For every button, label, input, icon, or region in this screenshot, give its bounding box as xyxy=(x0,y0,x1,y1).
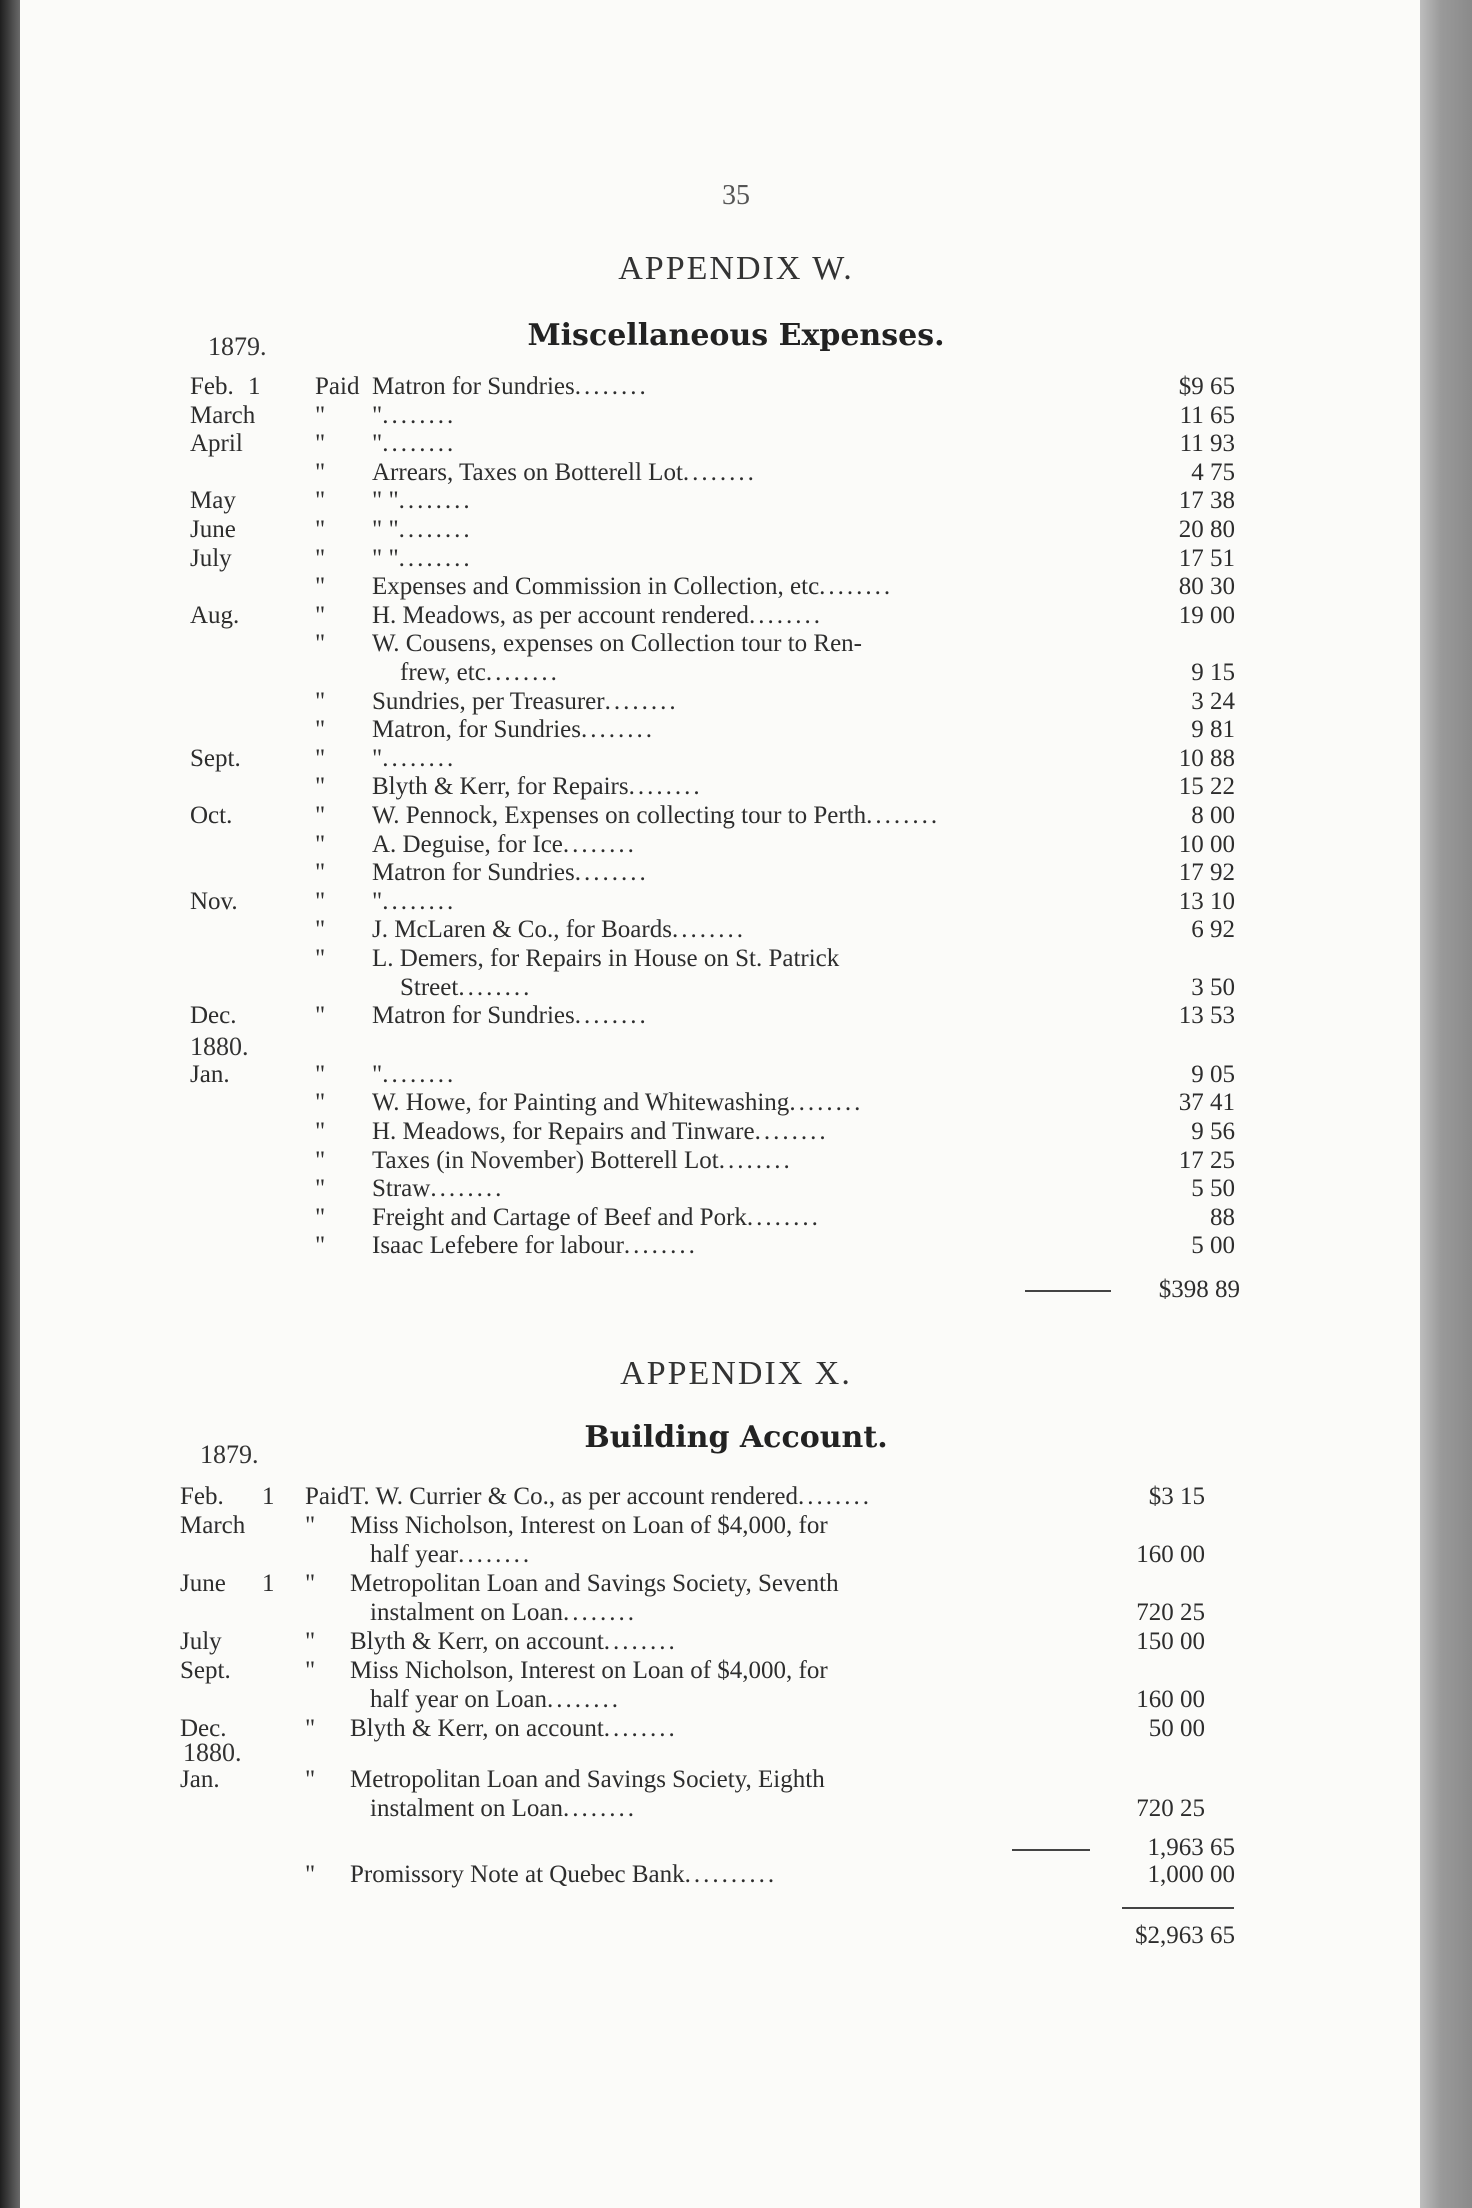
row-ditto: " xyxy=(305,1766,316,1793)
row-ditto: " xyxy=(315,1203,326,1231)
row-desc: Blyth & Kerr, for Repairs........ xyxy=(372,773,703,801)
row-month: May xyxy=(190,487,236,515)
row-amount: 20 80 xyxy=(1178,516,1235,543)
row-desc: A. Deguise, for Ice........ xyxy=(372,830,637,858)
row-ditto: " xyxy=(315,601,326,629)
ledger-row xyxy=(180,1714,1240,1744)
ledger-row xyxy=(190,458,1250,488)
row-ditto: " xyxy=(315,916,326,944)
row-ditto: " xyxy=(315,487,326,515)
promissory-note-row xyxy=(180,1860,1240,1890)
row-desc: Metropolitan Loan and Savings Society, Eighth xyxy=(350,1766,825,1793)
row-month: Oct. xyxy=(190,802,233,829)
row-month: March xyxy=(180,1512,246,1539)
row-desc: half year........ xyxy=(370,1541,533,1568)
row-ditto: " xyxy=(315,859,326,887)
ledger-row xyxy=(190,429,1250,459)
row-amount: 160 00 xyxy=(1136,1686,1205,1713)
row-desc: half year on Loan........ xyxy=(370,1686,622,1713)
ledger-row xyxy=(190,1001,1250,1031)
row-month: July xyxy=(180,1628,222,1655)
appendix-w-heading: Miscellaneous Expenses. xyxy=(527,318,945,353)
row-amount: 80 30 xyxy=(1178,573,1235,601)
row-amount: 88 xyxy=(1210,1203,1235,1231)
row-ditto: " xyxy=(315,401,326,429)
ledger-row xyxy=(190,1203,1250,1233)
row-ditto: " xyxy=(315,430,326,458)
row-month: Feb. xyxy=(190,373,234,400)
row-ditto: " xyxy=(315,1002,326,1030)
row-amount: 13 53 xyxy=(1178,1002,1235,1030)
ledger-row xyxy=(180,1482,1240,1512)
appendix-w-year-1880: 1880. xyxy=(190,1032,249,1061)
row-amount: 9 05 xyxy=(1191,1060,1235,1088)
ledger-row xyxy=(190,1060,1250,1090)
ledger-row xyxy=(190,915,1250,945)
row-month: July xyxy=(190,544,232,572)
row-ditto: " xyxy=(305,1861,316,1888)
ledger-row xyxy=(180,1765,1240,1795)
ledger-row xyxy=(190,1174,1250,1204)
ledger-row xyxy=(190,715,1250,745)
row-desc: Straw........ xyxy=(372,1175,505,1203)
row-ditto: " xyxy=(315,630,326,658)
ledger-row xyxy=(190,658,1250,688)
row-desc: " "........ xyxy=(372,544,473,572)
ledger-row xyxy=(190,830,1250,860)
row-desc: Isaac Lefebere for labour........ xyxy=(372,1232,698,1260)
row-desc: Freight and Cartage of Beef and Pork........ xyxy=(372,1203,821,1231)
row-ditto: " xyxy=(315,716,326,744)
row-amount: 160 00 xyxy=(1136,1541,1205,1568)
ledger-row xyxy=(190,601,1250,631)
row-ditto: " xyxy=(315,1118,326,1145)
appendix-w-total: $398 89 xyxy=(1158,1276,1240,1303)
row-ditto: " xyxy=(315,1060,326,1088)
row-amount: 13 10 xyxy=(1178,887,1235,915)
row-ditto: " xyxy=(315,1146,326,1174)
row-desc: Promissory Note at Quebec Bank.......... xyxy=(350,1861,778,1888)
row-desc: " "........ xyxy=(372,516,473,543)
row-month: Dec. xyxy=(180,1715,227,1742)
ledger-row xyxy=(190,687,1250,717)
row-amount: 15 22 xyxy=(1178,773,1235,801)
ledger-row xyxy=(180,1627,1240,1657)
row-month: Jan. xyxy=(190,1060,230,1088)
appendix-w-year: 1879. xyxy=(208,332,267,361)
ledger-row xyxy=(190,372,1250,402)
row-month: Feb. xyxy=(180,1483,224,1510)
ledger-row xyxy=(190,515,1250,545)
row-amount: 11 93 xyxy=(1179,430,1235,458)
row-desc: H. Meadows, for Repairs and Tinware........ xyxy=(372,1118,829,1145)
ledger-row xyxy=(190,572,1250,602)
appendix-w-sum-rule xyxy=(1025,1290,1111,1292)
row-desc: "........ xyxy=(372,401,457,429)
row-ditto: " xyxy=(315,744,326,772)
row-amount: 9 81 xyxy=(1191,716,1235,744)
row-amount: 720 25 xyxy=(1136,1599,1205,1626)
row-month: Nov. xyxy=(190,887,238,915)
row-amount: 8 00 xyxy=(1191,802,1235,829)
appendix-x-subtotal: 1,963 65 xyxy=(1147,1834,1235,1861)
row-ditto: " xyxy=(315,945,326,972)
row-amount: 11 65 xyxy=(1179,401,1235,429)
ledger-row xyxy=(190,1231,1250,1261)
row-month: Jan. xyxy=(180,1766,220,1793)
row-desc: frew, etc........ xyxy=(400,659,560,686)
row-day: 1 xyxy=(248,373,261,400)
ledger-row xyxy=(190,944,1250,974)
row-desc: T. W. Currier & Co., as per account rendered........ xyxy=(350,1483,872,1510)
row-ditto: " xyxy=(315,1232,326,1260)
row-ditto: " xyxy=(305,1512,316,1539)
row-desc: L. Demers, for Repairs in House on St. Patrick xyxy=(372,945,840,972)
row-month: April xyxy=(190,430,243,458)
ledger-row xyxy=(190,887,1250,917)
row-desc: W. Howe, for Painting and Whitewashing........ xyxy=(372,1089,864,1117)
row-month: Aug. xyxy=(190,601,240,629)
row-ditto: Paid xyxy=(305,1483,350,1510)
ledger-row xyxy=(190,973,1250,1003)
row-amount: 17 25 xyxy=(1178,1146,1235,1174)
row-month: Sept. xyxy=(190,744,241,772)
row-ditto: Paid xyxy=(315,373,360,400)
ledger-row xyxy=(190,801,1250,831)
row-amount: 5 00 xyxy=(1191,1232,1235,1260)
row-desc: "........ xyxy=(372,887,457,915)
ledger-row xyxy=(180,1794,1240,1824)
row-ditto: " xyxy=(315,1175,326,1203)
row-amount: 4 75 xyxy=(1191,458,1235,486)
row-month: March xyxy=(190,401,256,429)
row-desc: Sundries, per Treasurer........ xyxy=(372,687,679,715)
row-ditto: " xyxy=(315,887,326,915)
row-desc: Matron for Sundries........ xyxy=(372,1002,649,1030)
row-desc: J. McLaren & Co., for Boards........ xyxy=(372,916,746,944)
row-amount: 3 24 xyxy=(1191,687,1235,715)
row-ditto: " xyxy=(315,773,326,801)
row-amount: 150 00 xyxy=(1136,1628,1205,1655)
row-desc: "........ xyxy=(372,430,457,458)
ledger-row xyxy=(180,1598,1240,1628)
ledger-row xyxy=(190,1117,1250,1147)
row-desc: Blyth & Kerr, on account........ xyxy=(350,1628,678,1655)
row-desc: Matron for Sundries........ xyxy=(372,859,649,887)
row-ditto: " xyxy=(305,1628,316,1655)
ledger-row xyxy=(180,1569,1240,1599)
row-amount: 37 41 xyxy=(1178,1089,1235,1117)
row-amount: 17 51 xyxy=(1178,544,1235,572)
row-desc: "........ xyxy=(372,1060,457,1088)
ledger-row xyxy=(190,401,1250,431)
row-month: Sept. xyxy=(180,1657,231,1684)
ledger-row xyxy=(180,1540,1240,1570)
row-amount: 17 38 xyxy=(1178,487,1235,515)
row-desc: Matron, for Sundries........ xyxy=(372,716,655,744)
row-ditto: " xyxy=(305,1657,316,1684)
row-ditto: " xyxy=(315,687,326,715)
ledger-row xyxy=(190,1088,1250,1118)
ledger-row xyxy=(190,544,1250,574)
appendix-w-title: APPENDIX W. xyxy=(618,250,854,287)
row-amount: 50 00 xyxy=(1148,1715,1205,1742)
row-ditto: " xyxy=(315,830,326,858)
ledger-row xyxy=(180,1685,1240,1715)
row-amount: 9 15 xyxy=(1191,659,1235,686)
ledger-row xyxy=(180,1511,1240,1541)
page-number: 35 xyxy=(722,180,750,211)
row-amount: 19 00 xyxy=(1178,601,1235,629)
appendix-x-sum-rule xyxy=(1012,1849,1090,1851)
row-desc: instalment on Loan........ xyxy=(370,1599,638,1626)
row-desc: Taxes (in November) Botterell Lot........ xyxy=(372,1146,793,1174)
row-amount: 5 50 xyxy=(1191,1175,1235,1203)
row-desc: Metropolitan Loan and Savings Society, Seventh xyxy=(350,1570,839,1597)
row-desc: " "........ xyxy=(372,487,473,515)
ledger-row xyxy=(180,1656,1240,1686)
row-desc: Street........ xyxy=(400,973,533,1001)
row-desc: Matron for Sundries........ xyxy=(372,373,649,400)
row-amount: 3 50 xyxy=(1191,973,1235,1001)
row-amount: 9 56 xyxy=(1191,1118,1235,1145)
row-desc: Miss Nicholson, Interest on Loan of $4,000, for xyxy=(350,1657,828,1684)
row-desc: Arrears, Taxes on Botterell Lot........ xyxy=(372,458,757,486)
row-desc: Blyth & Kerr, on account........ xyxy=(350,1715,678,1742)
row-desc: H. Meadows, as per account rendered........ xyxy=(372,601,823,629)
row-day: 1 xyxy=(262,1483,275,1510)
appendix-x-title: APPENDIX X. xyxy=(620,1355,852,1392)
row-amount: $9 65 xyxy=(1178,373,1235,400)
row-desc: "........ xyxy=(372,744,457,772)
ledger-row xyxy=(190,858,1250,888)
row-day: 1 xyxy=(262,1570,275,1597)
ledger-row xyxy=(190,744,1250,774)
row-amount: 10 88 xyxy=(1178,744,1235,772)
row-amount: 17 92 xyxy=(1178,859,1235,887)
ledger-row xyxy=(190,1146,1250,1176)
row-ditto: " xyxy=(315,458,326,486)
appendix-x-year: 1879. xyxy=(200,1440,259,1469)
row-ditto: " xyxy=(305,1715,316,1742)
row-amount: 720 25 xyxy=(1136,1795,1205,1822)
row-amount: 6 92 xyxy=(1191,916,1235,944)
appendix-x-heading: Building Account. xyxy=(584,1420,888,1455)
row-desc: instalment on Loan........ xyxy=(370,1795,638,1822)
row-desc: W. Cousens, expenses on Collection tour to Ren- xyxy=(372,630,862,658)
row-ditto: " xyxy=(315,516,326,543)
row-ditto: " xyxy=(305,1570,316,1597)
row-desc: W. Pennock, Expenses on collecting tour to Perth........ xyxy=(372,802,941,829)
row-ditto: " xyxy=(315,544,326,572)
appendix-x-total: $2,963 65 xyxy=(1135,1922,1235,1949)
row-amount: 1,000 00 xyxy=(1147,1861,1235,1888)
row-ditto: " xyxy=(315,573,326,601)
row-month: June xyxy=(190,516,236,543)
row-month: June xyxy=(180,1570,226,1597)
row-amount: 10 00 xyxy=(1178,830,1235,858)
row-ditto: " xyxy=(315,802,326,829)
row-amount: $3 15 xyxy=(1148,1483,1205,1510)
row-desc: Expenses and Commission in Collection, etc........ xyxy=(372,573,894,601)
ledger-row xyxy=(190,772,1250,802)
appendix-x-total-rule xyxy=(1122,1907,1234,1909)
row-desc: Miss Nicholson, Interest on Loan of $4,000, for xyxy=(350,1512,828,1539)
ledger-row xyxy=(190,629,1250,659)
ledger-row xyxy=(190,486,1250,516)
appendix-x-year-1880: 1880. xyxy=(183,1738,242,1767)
row-ditto: " xyxy=(315,1089,326,1117)
row-month: Dec. xyxy=(190,1002,237,1030)
